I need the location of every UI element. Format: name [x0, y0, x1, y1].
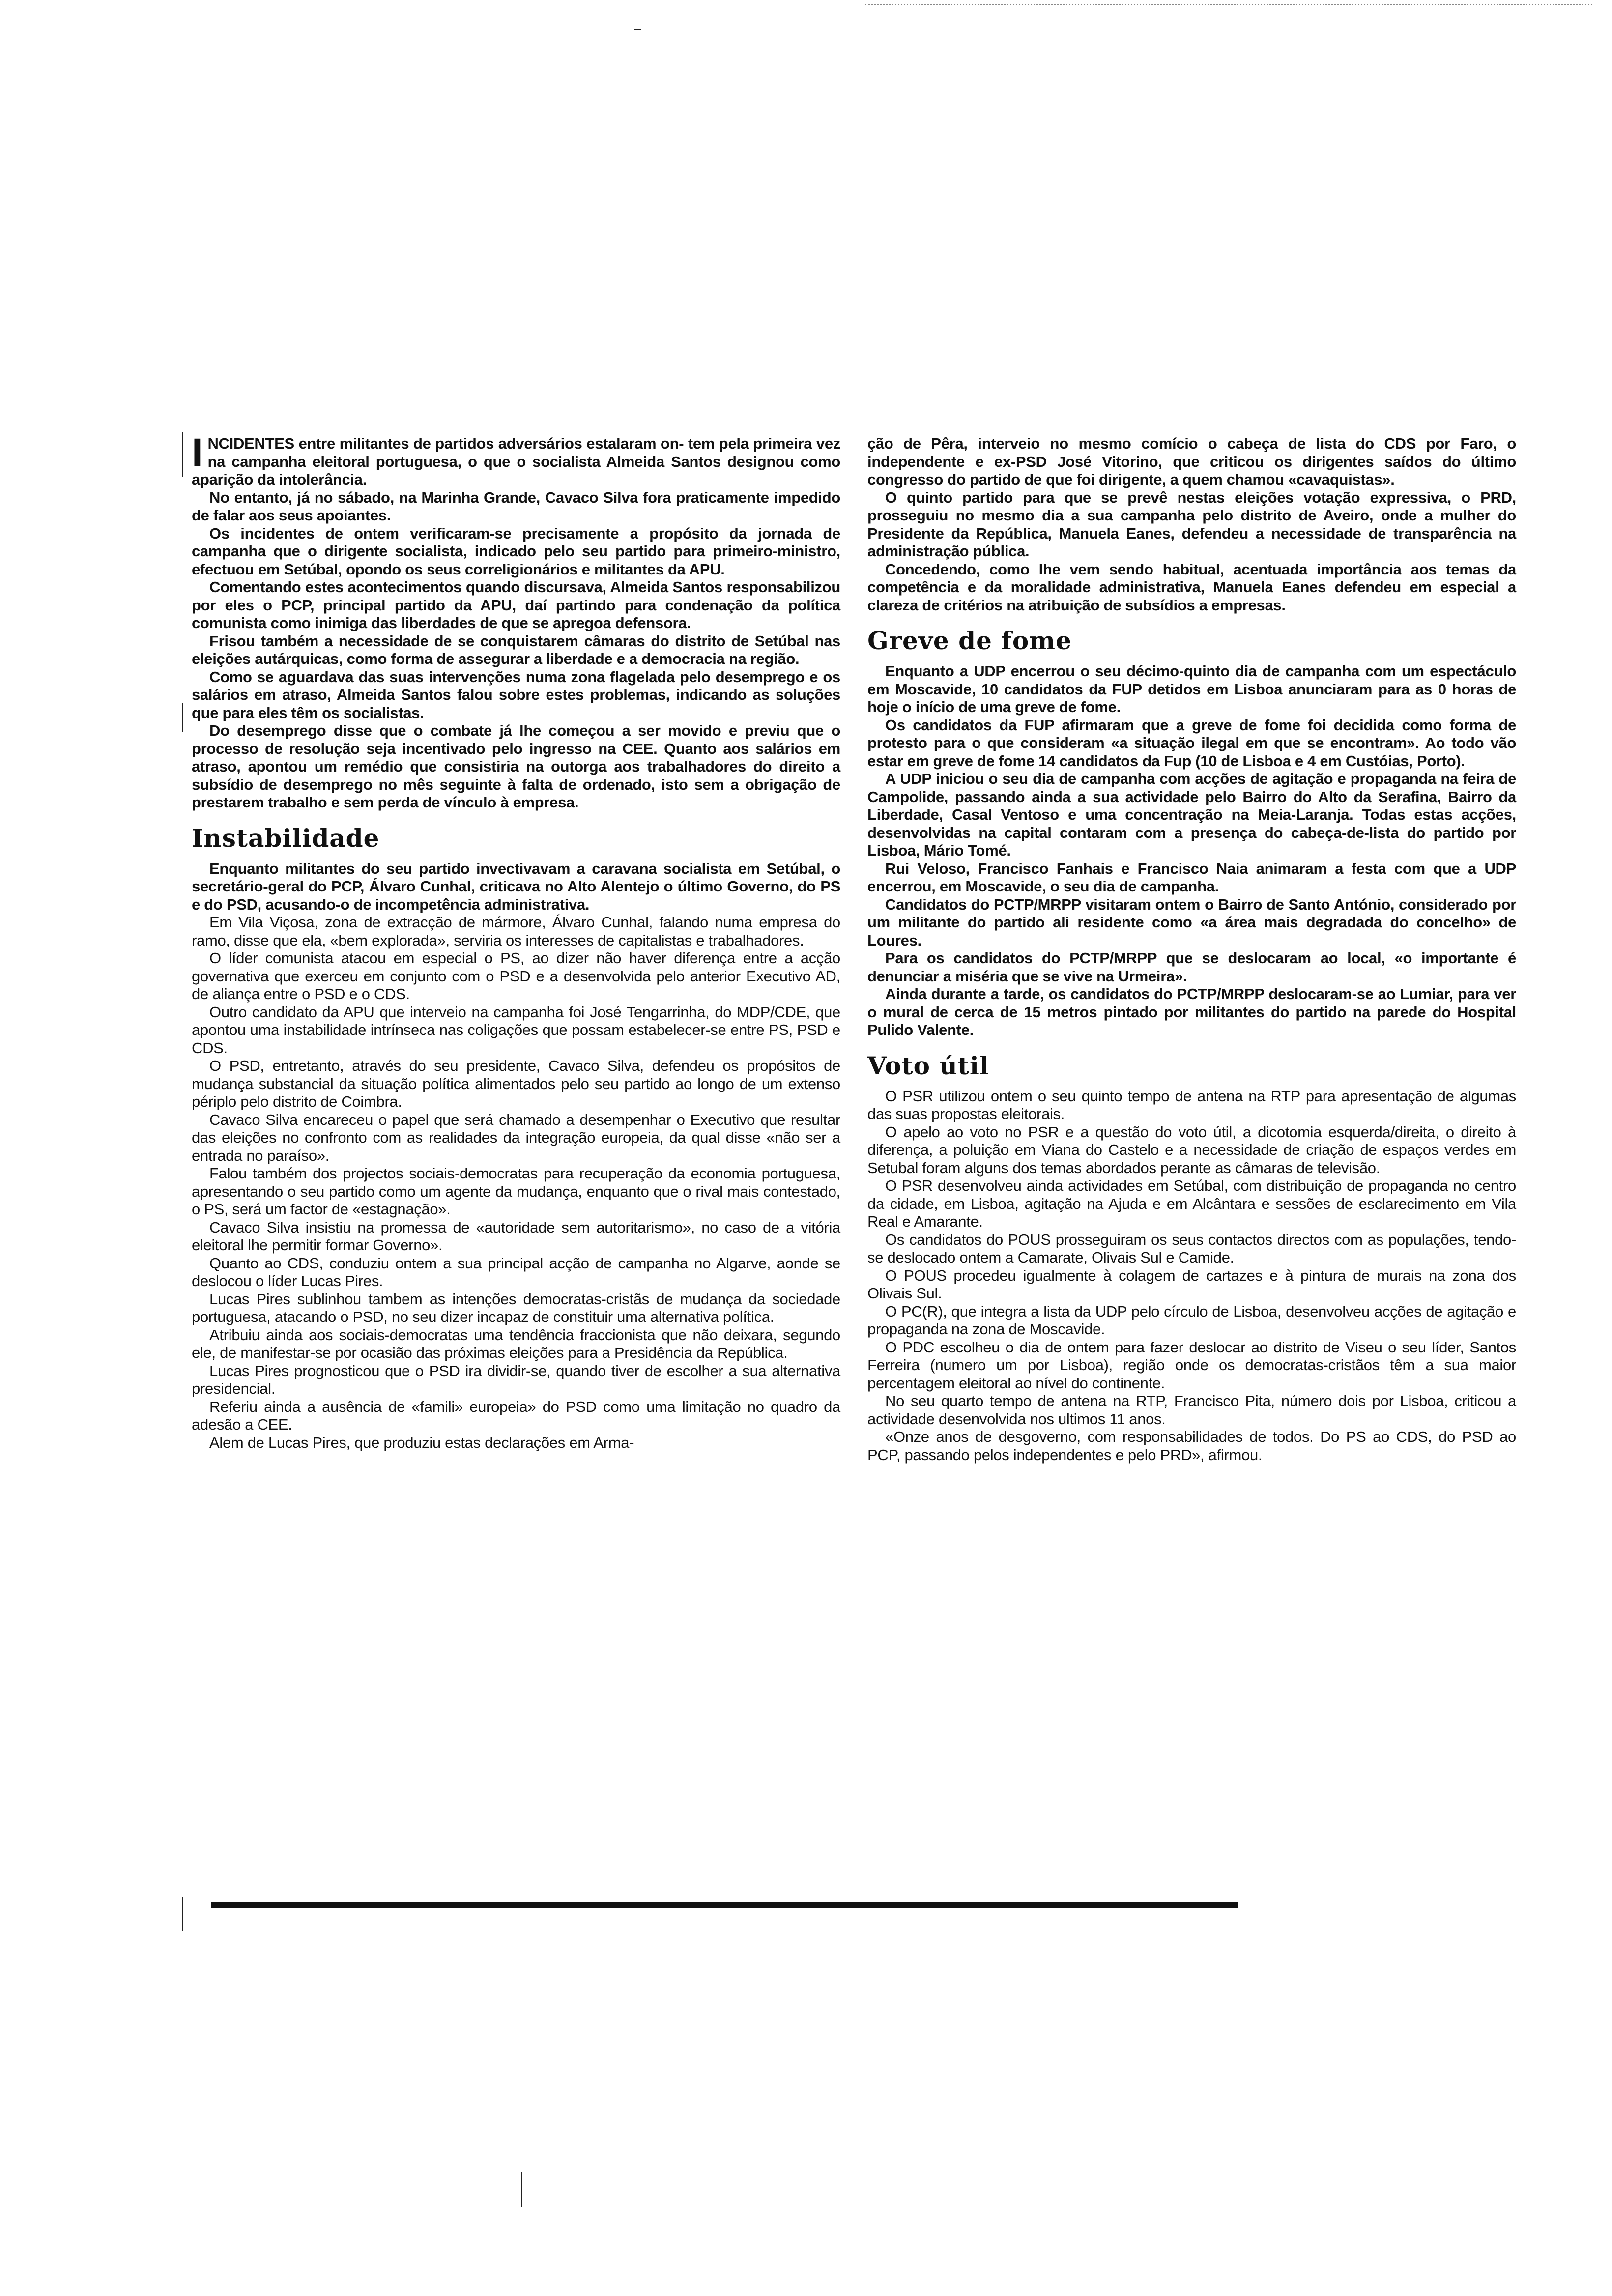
paragraph: Do desemprego disse que o combate já lhe começou a ser movido e previu que o processo de resolução seja incentivado pelo ingresso na CEE. Quanto aos salários em atraso, apontou um remédio que consistiria na outorga aos trabalhadores do direito a subsídio de desemprego no mês seguinte à falta de ordenado, isto sem a obrigação de prestarem trabalho e sem perda de vínculo à empresa. — [192, 722, 840, 811]
paragraph: O PSD, entretanto, através do seu presidente, Cavaco Silva, defendeu os propósitos de mudança substancial da situação política alimentados pelo seu partido ao longo de um extenso périplo pelo distrito de Coimbra. — [192, 1057, 840, 1110]
article-left-column — [192, 430, 840, 1452]
paragraph: Comentando estes acontecimentos quando discursava, Almeida Santos responsabilizou por eles o PCP, principal partido da APU, daí partindo para condenação da política comunista como inimiga das liberdades de que se apregoa defensora. — [192, 578, 840, 631]
paragraph: O líder comunista atacou em especial o PS, ao dizer não haver diferença entre a acção governativa que exerceu em conjunto com o PSD e a desenvolvida pelo anterior Executivo AD, de aliança entre o PSD e o CDS. — [192, 949, 840, 1003]
lead-text: NCIDENTES entre militantes de partidos adversários estalaram on- tem pela primeira vez na campanha eleitoral portuguesa, o que o socialista Almeida Santos designou como aparição da intolerância. — [192, 435, 840, 488]
paragraph: Cavaco Silva encareceu o papel que será chamado a desempenhar o Executivo que resultar das eleições no confronto com as realidades da integração europeia, da qual disse «não ser a entrada no paraíso». — [192, 1111, 840, 1164]
paragraph: Alem de Lucas Pires, que produziu estas declarações em Arma- — [209, 1434, 634, 1451]
paragraph: A UDP iniciou o seu dia de campanha com acções de agitação e propaganda na feira de Campolide, passando ainda a sua actividade pelo Bairro do Alto da Serafina, Bairro da Liberdade, Casal Ventoso e uma concentração na Meia-Laranja. Todas estas acções, desenvolvidas na capital contaram com a presença do cabeça-de-lista do partido por Lisboa, Mário Tomé. — [867, 770, 1516, 859]
paragraph: «Onze anos de desgoverno, com responsabilidades de todos. Do PS ao CDS, do PSD ao PCP, passando pelos independentes e pelo PRD», afirmou. — [867, 1428, 1516, 1464]
paragraph: Quanto ao CDS, conduziu ontem a sua principal acção de campanha no Algarve, aonde se deslocou o líder Lucas Pires. — [192, 1254, 840, 1290]
paragraph: O PSR desenvolveu ainda actividades em Setúbal, com distribuição de propaganda no centro da cidade, em Lisboa, agitação na Ajuda e em Alcântara e sessões de esclarecimento em Vila Real e Amarante. — [867, 1177, 1516, 1230]
paragraph: Atribuiu ainda aos sociais-democratas uma tendência fraccionista que não deixara, segundo ele, de manifestar-se por ocasião das próximas eleições para a Presidência da República. — [192, 1326, 840, 1361]
paragraph: Enquanto militantes do seu partido invectivavam a caravana socialista em Setúbal, o secretário-geral do PCP, Álvaro Cunhal, criticava no Alto Alentejo o último Governo, do PS e do PSD, acusando-o de incompetência administrativa. — [192, 860, 840, 913]
paragraph: Os incidentes de ontem verificaram-se precisamente a propósito da jornada de campanha que o dirigente socialista, indicado pelo seu partido para primeiro-ministro, efectuou em Setúbal, opondo os seus correligionários e militantes da APU. — [192, 524, 840, 578]
paragraph: Falou também dos projectos sociais-democratas para recuperação da economia portuguesa, apresentando o seu partido como um agente da mudança, enquanto que o rival mais contestado, o PS, será um factor de «estagnação». — [192, 1165, 840, 1218]
section-heading-voto-util: Voto útil — [867, 1051, 989, 1080]
paragraph: O PSR utilizou ontem o seu quinto tempo de antena na RTP para apresentação de algumas das suas propostas eleitorais. — [867, 1087, 1516, 1122]
scan-speck — [521, 2172, 522, 2207]
paragraph: Os candidatos do POUS prosseguiram os seus contactos directos com as populações, tendo-se deslocado ontem a Camarate, Olivais Sul e Camide. — [867, 1231, 1516, 1266]
paragraph: O quinto partido para que se prevê nestas eleições votação expressiva, o PRD, prosseguiu no mesmo dia a sua campanha pelo distrito de Aveiro, onde a mulher do Presidente da República, Manuela Eanes, defendeu a necessidade de transparência na administração pública. — [867, 488, 1516, 560]
paragraph: ção de Pêra, interveio no mesmo comício o cabeça de lista do CDS por Faro, o independente e ex-PSD José Vitorino, que criticou os dirigentes saídos do último congresso do partido de que foi dirigente, a quem chamou «cavaquistas». — [867, 435, 1516, 488]
paragraph: Referiu ainda a ausência de «famili» europeia» do PSD como uma limitação no quadro da adesão a CEE. — [192, 1398, 840, 1433]
paragraph: Cavaco Silva insistiu na promessa de «autoridade sem autoritarismo», no caso de a vitória eleitoral lhe permitir formar Governo». — [192, 1218, 840, 1254]
paragraph: Candidatos do PCTP/MRPP visitaram ontem o Bairro de Santo António, considerado por um militante do partido ali residente como «a área mais degradada do concelho» de Loures. — [867, 895, 1516, 949]
paragraph: Os candidatos da FUP afirmaram que a greve de fome foi decidida como forma de protesto para o que consideram «a situação ilegal em que se encontram». Ao todo vão estar em greve de fome 14 candidatos da Fup (10 de Lisboa e 4 em Custóias, Porto). — [867, 716, 1516, 770]
paragraph: Rui Veloso, Francisco Fanhais e Francisco Naia animaram a festa com que a UDP encerrou, em Moscavide, o seu dia de campanha. — [867, 860, 1516, 895]
section-heading-instabilidade: Instabilidade — [192, 823, 380, 853]
paragraph: Lucas Pires sublinhou tambem as intenções democratas-cristãs de mudança da sociedade portuguesa, atacando o PSD, no seu dizer incapaz de constituir uma alternativa política. — [192, 1290, 840, 1325]
drop-cap: I — [192, 430, 203, 475]
section-heading-greve-de-fome: Greve de fome — [867, 626, 1072, 655]
paragraph: O POUS procedeu igualmente à colagem de cartazes e à pintura de murais na zona dos Olivais Sul. — [867, 1266, 1516, 1302]
paragraph: Frisou também a necessidade de se conquistarem câmaras do distrito de Setúbal nas eleições autárquicas, como forma de assegurar a liberdade e a democracia na região. — [192, 632, 840, 667]
left-margin-mark — [182, 1897, 183, 1931]
paragraph: No seu quarto tempo de antena na RTP, Francisco Pita, número dois por Lisboa, criticou a actividade desenvolvida nos ultimos 11 anos. — [867, 1392, 1516, 1428]
paragraph: Como se aguardava das suas intervenções numa zona flagelada pelo desemprego e os salários em atraso, Almeida Santos falou sobre estes problemas, indicando as soluções que para eles têm os socialistas. — [192, 668, 840, 721]
paragraph: Outro candidato da APU que interveio na campanha foi José Tengarrinha, do MDP/CDE, que apontou uma instabilidade intrínseca nas coligações que possam estabelecer-se entre PS, PSD e CDS. — [192, 1003, 840, 1057]
top-edge-noise — [865, 4, 1592, 6]
paragraph: Para os candidatos do PCTP/MRPP que se deslocaram ao local, «o importante é denunciar a miséria que se vive na Urmeira». — [867, 949, 1516, 985]
left-margin-mark — [182, 703, 183, 732]
paragraph: Lucas Pires prognosticou que o PSD ira dividir-se, quando tiver de escolher a sua alternativa presidencial. — [192, 1362, 840, 1397]
paragraph: O PC(R), que integra a lista da UDP pelo círculo de Lisboa, desenvolveu acções de agitação e propaganda na zona de Moscavide. — [867, 1302, 1516, 1338]
article-right-column — [867, 435, 1516, 1464]
paragraph: Enquanto a UDP encerrou o seu décimo-quinto dia de campanha com um espectáculo em Moscavide, 10 candidatos da FUP detidos em Lisboa anunciaram para as 0 horas de hoje o início de uma greve de fome. — [867, 662, 1516, 716]
lead-paragraph — [192, 430, 840, 489]
left-margin-mark — [182, 432, 183, 477]
paragraph: Em Vila Viçosa, zona de extracção de mármore, Álvaro Cunhal, falando numa empresa do ramo, disse que ela, «bem explorada», serviria os interesses de capitalistas e trabalhadores. — [192, 914, 840, 949]
paragraph: Concedendo, como lhe vem sendo habitual, acentuada importância aos temas da competência e da moralidade administrativa, Manuela Eanes defendeu em especial a clareza de critérios na atribuição de subsídios a empresas. — [867, 560, 1516, 614]
bottom-rule — [211, 1902, 1238, 1908]
scan-speck — [634, 29, 641, 30]
paragraph: Ainda durante a tarde, os candidatos do PCTP/MRPP deslocaram-se ao Lumiar, para ver o mural de cerca de 15 metros pintado por militantes do partido na parede do Hospital Pulido Valente. — [867, 985, 1516, 1038]
paragraph: O apelo ao voto no PSR e a questão do voto útil, a dicotomia esquerda/direita, o direito à diferença, a poluição em Viana do Castelo e a necessidade de criação de espaços verdes em Setubal foram alguns dos temas abordados perante as câmaras de televisão. — [867, 1123, 1516, 1177]
paragraph: No entanto, já no sábado, na Marinha Grande, Cavaco Silva fora praticamente impedido de falar aos seus apoiantes. — [192, 488, 840, 524]
paragraph: O PDC escolheu o dia de ontem para fazer deslocar ao distrito de Viseu o seu líder, Santos Ferreira (numero um por Lisboa), região onde os democratas-cristãos têm a sua maior percentagem eleitoral ao nível do continente. — [867, 1338, 1516, 1392]
